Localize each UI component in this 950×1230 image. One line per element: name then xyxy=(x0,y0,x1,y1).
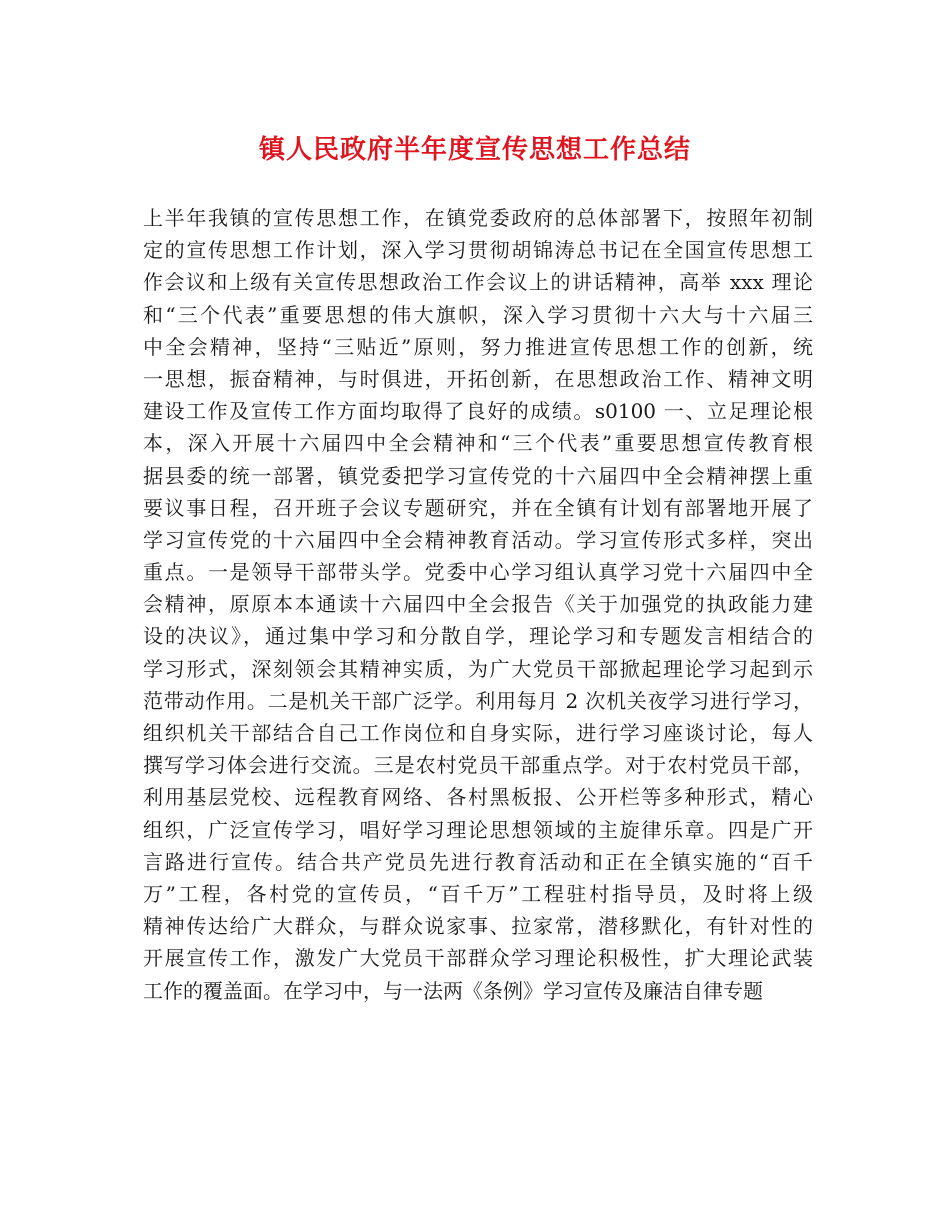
body-line: 范带动作用。二是机关干部广泛学。利用每月 2 次机关夜学习进行学习， xyxy=(143,688,813,713)
body-line: 学习宣传党的十六届四中全会精神教育活动。学习宣传形式多样，突出 xyxy=(143,527,813,552)
body-line: 工作的覆盖面。在学习中，与一法两《条例》学习宣传及廉洁自律专题 xyxy=(143,978,763,1003)
document-body xyxy=(143,202,813,1007)
body-line: 万”工程，各村党的宣传员，“百千万”工程驻村指导员，及时将上级 xyxy=(143,881,813,906)
body-line: 和“三个代表”重要思想的伟大旗帜，深入学习贯彻十六大与十六届三 xyxy=(143,302,813,327)
body-line: 一思想，振奋精神，与时俱进，开拓创新，在思想政治工作、精神文明 xyxy=(143,366,813,391)
body-line: 作会议和上级有关宣传思想政治工作会议上的讲话精神，高举 xxx 理论 xyxy=(143,270,813,295)
body-line: 要议事日程，召开班子会议专题研究，并在全镇有计划有部署地开展了 xyxy=(143,495,813,520)
body-line: 建设工作及宣传工作方面均取得了良好的成绩。s0100 一、立足理论根 xyxy=(143,399,813,424)
body-line: 学习形式，深刻领会其精神实质，为广大党员干部掀起理论学习起到示 xyxy=(143,656,813,681)
body-line: 上半年我镇的宣传思想工作，在镇党委政府的总体部署下，按照年初制 xyxy=(143,206,813,230)
body-line: 精神传达给广大群众，与群众说家事、拉家常，潜移默化，有针对性的 xyxy=(143,914,813,939)
body-line: 开展宣传工作，激发广大党员干部群众学习理论积极性，扩大理论武装 xyxy=(143,946,813,971)
body-line: 重点。一是领导干部带头学。党委中心学习组认真学习党十六届四中全 xyxy=(143,560,813,585)
body-line: 会精神，原原本本通读十六届四中全会报告《关于加强党的执政能力建 xyxy=(143,592,813,617)
body-line: 设的决议》，通过集中学习和分散自学，理论学习和专题发言相结合的 xyxy=(143,624,813,649)
body-line: 中全会精神，坚持“三贴近”原则，努力推进宣传思想工作的创新，统 xyxy=(143,334,813,359)
body-line: 撰写学习体会进行交流。三是农村党员干部重点学。对于农村党员干部， xyxy=(143,753,813,778)
body-line: 利用基层党校、远程教育网络、各村黑板报、公开栏等多种形式，精心 xyxy=(143,785,813,810)
body-line: 组织，广泛宣传学习，唱好学习理论思想领域的主旋律乐章。四是广开 xyxy=(143,817,813,842)
body-line: 本，深入开展十六届四中全会精神和“三个代表”重要思想宣传教育根 xyxy=(143,431,813,456)
body-line: 定的宣传思想工作计划，深入学习贯彻胡锦涛总书记在全国宣传思想工 xyxy=(143,238,813,263)
body-line: 组织机关干部结合自己工作岗位和自身实际，进行学习座谈讨论，每人 xyxy=(143,721,813,745)
body-line: 据县委的统一部署，镇党委把学习宣传党的十六届四中全会精神摆上重 xyxy=(143,463,813,488)
body-line: 言路进行宣传。结合共产党员先进行教育活动和正在全镇实施的“百千 xyxy=(143,849,813,874)
document-title: 镇人民政府半年度宣传思想工作总结 xyxy=(258,135,691,165)
